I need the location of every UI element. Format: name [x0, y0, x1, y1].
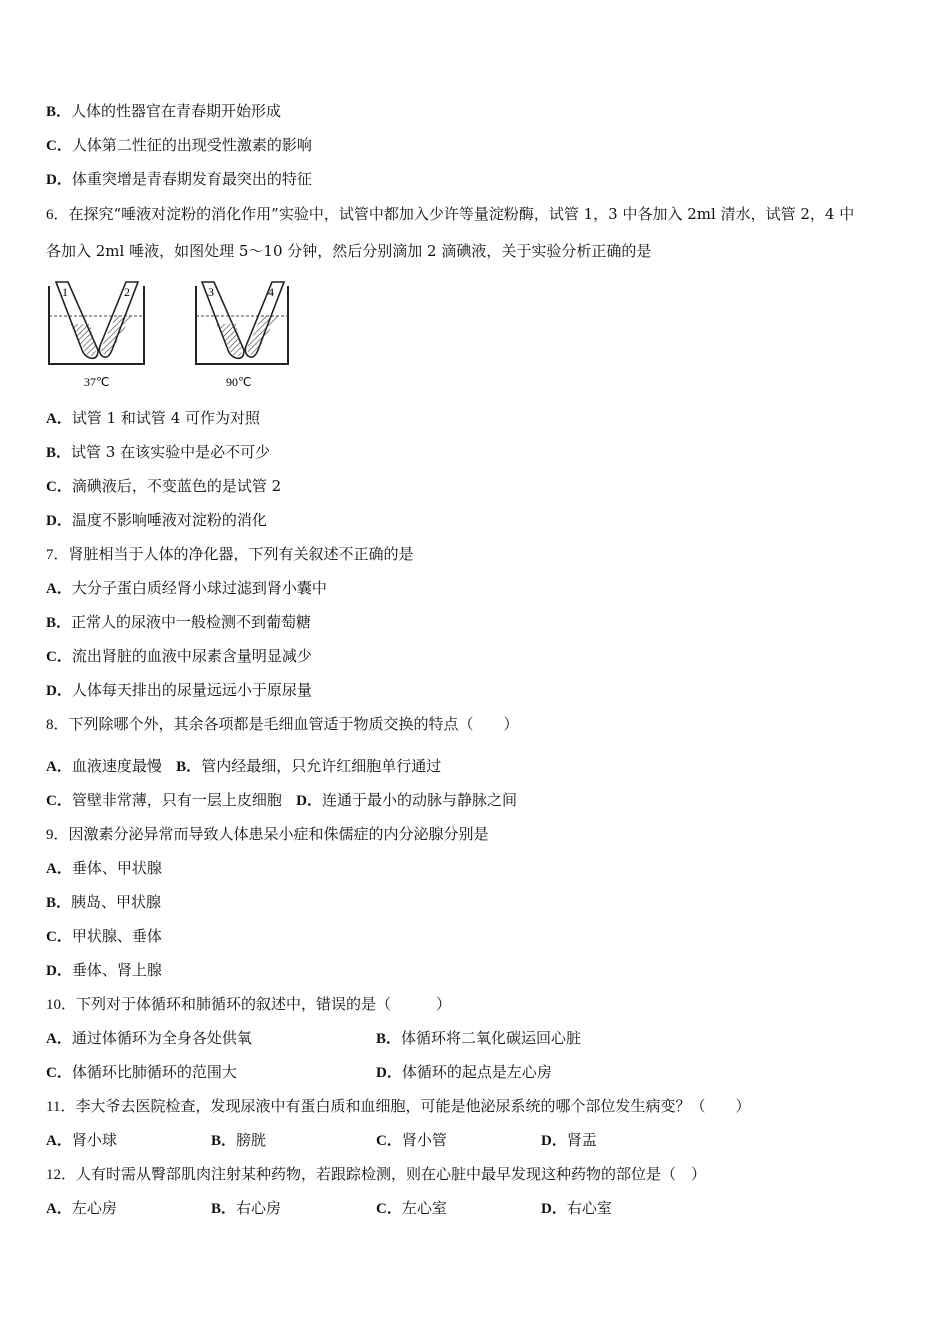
option-text: 大分子蛋白质经肾小球过滤到肾小囊中	[71, 579, 327, 597]
q6-figure-beakers	[46, 276, 296, 394]
option-letter: B．	[46, 615, 72, 631]
q12-option-b	[211, 1197, 281, 1220]
option-letter: A．	[46, 1031, 72, 1047]
option-text: 正常人的尿液中一般检测不到葡萄糖	[71, 613, 312, 631]
option-text: 人体第二性征的出现受性激素的影响	[71, 136, 312, 154]
question-stem: 下列对于体循环和肺循环的叙述中，错误的是（ ）	[76, 995, 452, 1013]
option-letter: B．	[46, 104, 72, 120]
question-number: 8．	[46, 717, 69, 733]
q7-option-d	[46, 679, 312, 702]
question-stem: 在探究“唾液对淀粉的消化作用”实验中，试管中都加入少许等量淀粉酶，试管 1，3 中各加入 2ml 清水，试管 2，4 中	[68, 205, 855, 223]
q11-option-b	[211, 1129, 266, 1152]
option-letter: C．	[46, 929, 72, 945]
tube-label-2: 2	[124, 285, 130, 299]
question-stem: 各加入 2ml 唾液，如图处理 5～10 分钟，然后分别滴加 2 滴碘液，关于实验分析正确的是	[46, 242, 652, 260]
q10-option-b	[376, 1027, 581, 1050]
option-text: 垂体、甲状腺	[71, 859, 162, 877]
temp-label-37: 37℃	[84, 375, 110, 389]
q9-option-a	[46, 857, 162, 880]
option-letter: B．	[46, 895, 72, 911]
option-letter: D．	[46, 683, 72, 699]
q7-option-a	[46, 577, 327, 600]
option-letter: B．	[46, 445, 72, 461]
option-text: 垂体、肾上腺	[71, 961, 162, 979]
q6-option-c	[46, 475, 281, 498]
option-text: 肾小管	[401, 1131, 447, 1149]
option-text: 体循环比肺循环的范围大	[71, 1063, 237, 1081]
question-stem: 人有时需从臀部肌肉注射某种药物，若跟踪检测，则在心脏中最早发现这种药物的部位是（ ）	[76, 1165, 707, 1183]
option-text: 甲状腺、垂体	[71, 927, 162, 945]
q11-stem	[46, 1095, 750, 1118]
option-letter: C．	[376, 1133, 402, 1149]
test-tube-4	[245, 282, 284, 357]
option-letter: C．	[46, 1065, 72, 1081]
option-text: 体循环的起点是左心房	[401, 1063, 552, 1081]
q9-stem	[46, 823, 489, 846]
q6-stem-line-2	[46, 240, 651, 262]
q9-option-b	[46, 891, 161, 914]
option-text: 管壁非常薄，只有一层上皮细胞	[71, 791, 282, 809]
question-stem: 肾脏相当于人体的净化器，下列有关叙述不正确的是	[68, 545, 414, 563]
option-letter: B．	[211, 1201, 237, 1217]
option-text: 右心房	[236, 1199, 282, 1217]
option-letter: C．	[46, 793, 72, 809]
option-text: 试管 1 和试管 4 可作为对照	[71, 409, 261, 427]
q10-option-a	[46, 1027, 252, 1050]
q12-stem	[46, 1163, 706, 1186]
question-number: 7．	[46, 547, 69, 563]
q10-option-c	[46, 1061, 237, 1084]
option-letter: C．	[46, 649, 72, 665]
option-letter: A．	[46, 411, 72, 427]
tube-label-4: 4	[268, 285, 274, 299]
option-text: 左心房	[71, 1199, 117, 1217]
option-letter: A．	[46, 1133, 72, 1149]
option-text: 连通于最小的动脉与静脉之间	[322, 791, 518, 809]
q10-option-d	[376, 1061, 552, 1084]
option-text: 通过体循环为全身各处供氧	[71, 1029, 252, 1047]
q8-options-row-1	[46, 755, 441, 778]
q8-options-row-2	[46, 789, 517, 812]
option-letter: D．	[541, 1201, 567, 1217]
option-text: 左心室	[401, 1199, 447, 1217]
tube-label-3: 3	[208, 285, 214, 299]
q12-option-a	[46, 1197, 117, 1220]
option-text: 滴碘液后，不变蓝色的是试管 2	[71, 477, 282, 495]
option-text: 试管 3 在该实验中是必不可少	[71, 443, 271, 461]
option-letter: D．	[46, 172, 72, 188]
q12-option-c	[376, 1197, 447, 1220]
option-letter: B．	[211, 1133, 237, 1149]
q10-stem	[46, 993, 451, 1016]
question-number: 10．	[46, 997, 77, 1013]
q7-stem	[46, 543, 414, 566]
q6-option-a	[46, 407, 260, 430]
test-tube-2	[99, 282, 138, 357]
tube-label-1: 1	[62, 285, 68, 299]
q12-option-d	[541, 1197, 612, 1220]
option-text: 人体每天排出的尿量远远小于原尿量	[71, 681, 312, 699]
q7-option-c	[46, 645, 312, 668]
q5-option-c	[46, 134, 312, 157]
option-letter: C．	[46, 138, 72, 154]
q9-option-d	[46, 959, 162, 982]
q6-option-d	[46, 509, 267, 532]
question-number: 11．	[46, 1099, 76, 1115]
option-letter: D．	[46, 963, 72, 979]
q6-stem-line-1	[46, 203, 854, 226]
option-letter: A．	[46, 581, 72, 597]
option-letter: D．	[46, 513, 72, 529]
option-letter: A．	[46, 759, 72, 775]
q11-option-d	[541, 1129, 597, 1152]
option-text: 体重突增是青春期发育最突出的特征	[71, 170, 312, 188]
beaker-diagram	[46, 276, 296, 394]
option-text: 右心室	[566, 1199, 612, 1217]
q7-option-b	[46, 611, 311, 634]
question-number: 12．	[46, 1167, 77, 1183]
question-stem: 因激素分泌异常而导致人体患呆小症和侏儒症的内分泌腺分别是	[68, 825, 489, 843]
q9-option-c	[46, 925, 162, 948]
option-letter: B．	[376, 1031, 402, 1047]
q8-stem	[46, 713, 519, 736]
option-text: 流出肾脏的血液中尿素含量明显减少	[71, 647, 312, 665]
option-letter: A．	[46, 861, 72, 877]
question-stem: 李大爷去医院检查，发现尿液中有蛋白质和血细胞，可能是他泌尿系统的哪个部位发生病变？（ ）	[75, 1097, 751, 1115]
q5-option-d	[46, 168, 312, 191]
option-letter: D．	[541, 1133, 567, 1149]
option-text: 肾小球	[71, 1131, 117, 1149]
option-letter: B．	[176, 759, 202, 775]
question-stem: 下列除哪个外，其余各项都是毛细血管适于物质交换的特点（ ）	[68, 715, 519, 733]
option-letter: C．	[376, 1201, 402, 1217]
q11-option-c	[376, 1129, 447, 1152]
option-text: 人体的性器官在青春期开始形成	[71, 102, 282, 120]
question-number: 9．	[46, 827, 69, 843]
q11-option-a	[46, 1129, 117, 1152]
option-letter: D．	[296, 793, 323, 809]
option-text: 管内经最细，只允许红细胞单行通过	[201, 757, 442, 775]
option-text: 体循环将二氧化碳运回心脏	[401, 1029, 582, 1047]
temp-label-90: 90℃	[226, 375, 252, 389]
option-text: 肾盂	[566, 1131, 597, 1149]
question-number: 6．	[46, 207, 69, 223]
option-letter: C．	[46, 479, 72, 495]
q6-option-b	[46, 441, 270, 464]
q5-option-b	[46, 100, 281, 123]
option-text: 温度不影响唾液对淀粉的消化	[71, 511, 267, 529]
option-text: 膀胱	[236, 1131, 267, 1149]
option-text: 血液速度最慢	[71, 757, 162, 775]
option-letter: D．	[376, 1065, 402, 1081]
option-letter: A．	[46, 1201, 72, 1217]
option-text: 胰岛、甲状腺	[71, 893, 162, 911]
